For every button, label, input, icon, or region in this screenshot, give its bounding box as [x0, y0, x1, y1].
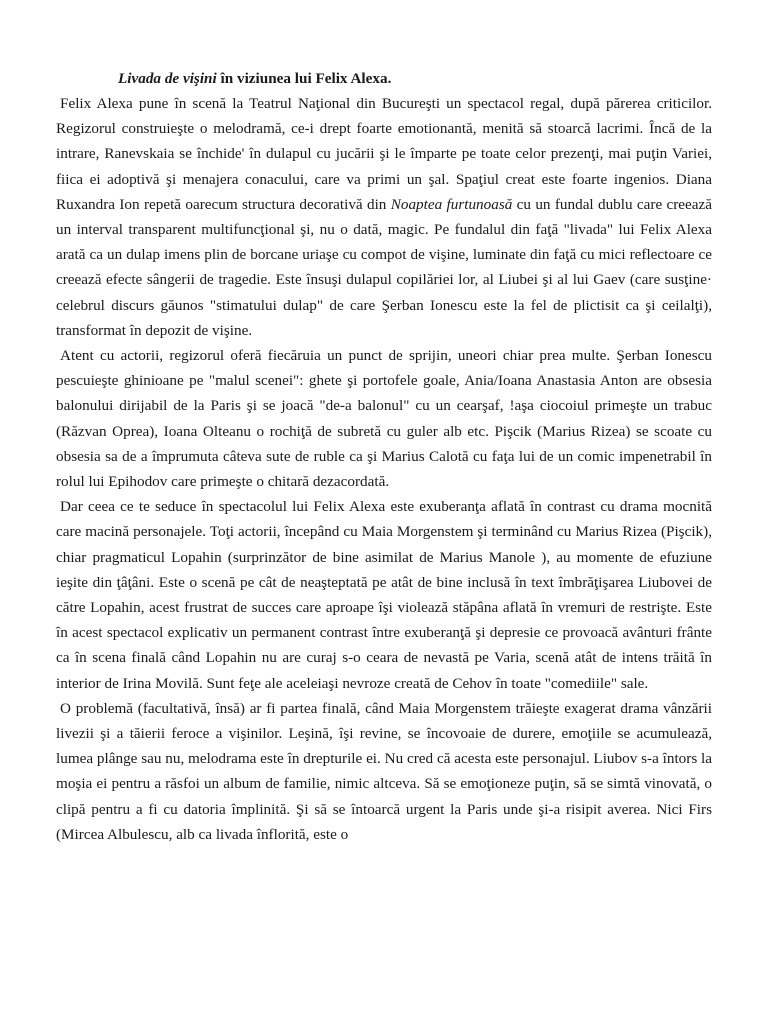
document-title: [56, 66, 712, 91]
title-italic-part: Livada de vişini: [118, 70, 217, 87]
paragraph-4: O problemă (facultativă, însă) ar fi partea finală, când Maia Morgenstem trăieşte exagerat drama vânzării livezii şi a tăierii feroce a vişinilor. Leşină, îşi revine, se încovoaie de durere, emoţiile se acumulează, lumea plânge sau nu, melodrama este în drepturile ei. Nu cred că acesta este personajul. Liubov s-a întors la moşia ei pentru a răsfoi un album de familie, nimic altceva. Să se emoţioneze puţin, să se simtă vinovată, o clipă pentru a fi cu datoria împlinită. Şi să se întoarcă urgent la Paris unde şi-a risipit averea. Nici Firs (Mircea Albulescu, alb ca livada înflorită, este o: [56, 699, 712, 843]
document-body: [56, 66, 712, 847]
paragraph-1: Felix Alexa pune în scenă la Teatrul Naţional din Bucureşti un spectacol regal, după părerea criticilor. Regizorul construieşte o melodramă, ce-i drept foarte emotionantă, menită să stoarcă lacrimi. Încă de la intrare, Ranevskaia se închide' în dulapul cu jucării şi le împarte pe toate celor prezenţi, mai puţin Variei, fiica ei adoptivă şi menajera conacului, care va primi un şal. Spaţiul creat este foarte ingenios. Diana Ruxandra Ion repetă oarecum structura decorativă din Noaptea furtunoasă cu un fundal dublu care creează un interval transparent multifuncţional şi, nu o dată, magic. Pe fundalul din faţă "livada" lui Felix Alexa arată ca un dulap imens plin de borcane uriaşe cu compot de vişine, luminate din faţă cu mici reflectoare ce creează efecte sângerii de tragedie. Este însuşi dulapul copilăriei lor, al Liubei şi al lui Gaev (care susţine· celebrul discurs găunos "stimatului dulap" de care Şerban Ionescu este la fel de plictisit ca şi ceilalţi), transformat în depozit de vişine.: [56, 95, 713, 339]
play-title-italic: Noaptea furtunoasă: [390, 195, 513, 213]
paragraph-2: Atent cu actorii, regizorul oferă fiecăruia un punct de sprijin, uneori chiar prea multe. Şerban Ionescu pescuieşte ghinioane pe "malul scenei": ghete şi portofele goale, Ania/Ioana Anastasia Anton are obsesia balonului dirijabil de la Paris şi se joacă "de-a balonul" cu un cearşaf, !aşa ciocoiul primeşte un trabuc (Răzvan Oprea), Ioana Olteanu o rochiţă de subretă cu guler alb etc. Pişcik (Marius Rizea) se scoate cu obsesia sa de a împrumuta câteva sute de ruble ca şi Marius Calotă cu faţa lui de un comic impenetrabil în rolul lui Epihodov care primeşte o chitară dezacordată.: [56, 347, 712, 491]
paragraph-3: Dar ceea ce te seduce în spectacolul lui Felix Alexa este exuberanţa aflată în contrast cu drama mocnită care macină personajele. Toţi actorii, începând cu Maia Morgenstem şi terminând cu Marius Rizea (Pişcik), chiar pragmaticul Lopahin (surprinzător de bine asimilat de Marius Manole ), au momente de efuziune ieşite din ţâţâni. Este o scenă pe cât de neaşteptată pe atât de bine inclusă în text îmbrăţişarea Liubovei de către Lopahin, acest frustrat de succes care aproape îşi violează stăpâna aflată în vremuri de restrişte. Este în acest spectacol explicativ un permanent contrast între exuberanţă şi depresie ce provoacă avânturi frânte ca în scena finală când Lopahin nu are curaj s-o ceara de nevastă pe Varia, scenă atât de intens trăită în interior de Irina Movilă. Sunt feţe ale aceleiaşi nevroze creată de Cehov în toate "comediile" sale.: [56, 498, 712, 692]
title-rest: în viziunea lui Felix Alexa.: [216, 70, 392, 87]
